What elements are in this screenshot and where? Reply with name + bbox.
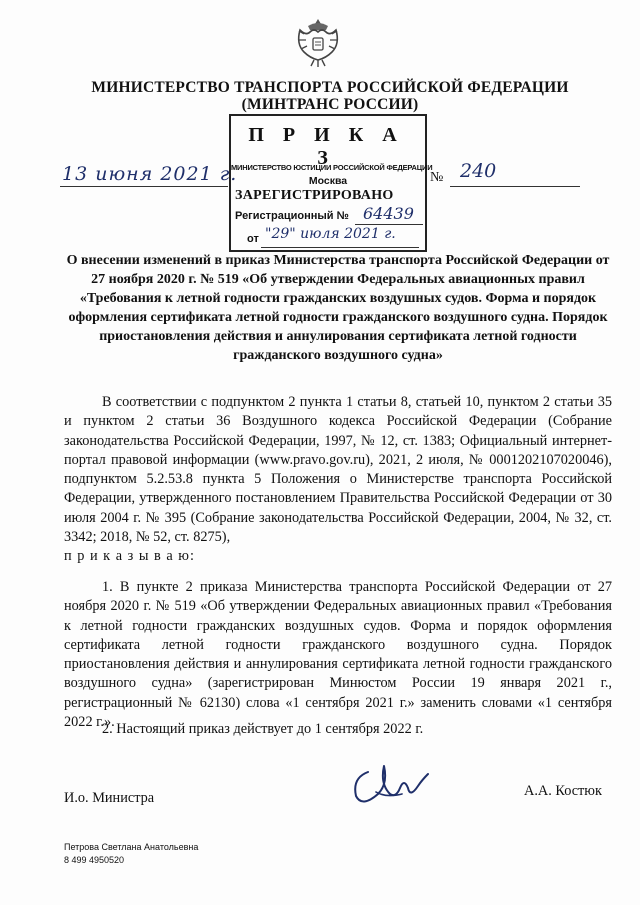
stamp-date-underline [261,247,419,248]
handwritten-signature-icon [346,758,436,814]
order-number-label: № [430,170,444,185]
stamp-date-label: от [247,233,259,245]
number-underline [450,186,580,187]
registration-stamp [229,114,433,252]
stamp-city: Москва [308,175,348,187]
stamp-reg-underline [355,224,423,225]
date-underline [60,186,228,187]
preamble-paragraph [64,393,612,567]
stamp-date: "29" июля 2021 г. [265,226,396,242]
stamp-registered: ЗАРЕГИСТРИРОВАНО [235,188,394,203]
order-subject: О внесении изменений в приказ Министерства транспорта Российской Федерации от 27 ноября 2020 г. № 519 «Об утверждении Федеральных авиационных правил «Требования к летной годности гражданских воздушных судов. Форма и порядок оформления сертификата летной годности гражданского воздушного судна. Порядок приостановления действия и аннулирования сертификата летной годности гражданского воздушного судна» [66,253,610,363]
executor-name: Петрова Светлана Анатольевна [64,842,199,852]
order-word: п р и к а з ы в а ю: [64,548,195,565]
ministry-short-name: (МИНТРАНС РОССИИ) [241,96,419,113]
executor-phone: 8 499 4950520 [64,855,125,865]
signatory-name: А.А. Костюк [524,783,602,799]
stamp-org: МИНИСТЕРСТВО ЮСТИЦИИ РОССИЙСКОЙ ФЕДЕРАЦИИ [231,163,433,172]
signatory-role: И.о. Министра [64,790,155,806]
executor-info [64,841,198,867]
coat-of-arms-icon [294,16,342,70]
stamp-reg-number-label: Регистрационный № [235,210,349,222]
ministry-name: МИНИСТЕРСТВО ТРАНСПОРТА РОССИЙСКОЙ ФЕДЕРАЦИИ [91,79,569,96]
item-2-paragraph: 2. Настоящий приказ действует до 1 сентября 2022 г. [102,721,424,737]
order-number: 240 [460,160,497,182]
item-1-paragraph: 1. В пункте 2 приказа Министерства транспорта Российской Федерации от 27 ноября 2020 г. № 519 «Об утверждении Федеральных авиационных правил «Требования к летной годности гражданских воздушных судов. Форма и порядок оформления сертификата летной годности гражданского воздушного судна. Порядок приостановления действия и аннулирования сертификата летной годности гражданского воздушного судна» (зарегистрирован Минюстом России 19 января 2021 г., регистрационный № 62130) слова «1 сентября 2021 г.» заменить словами «1 сентября 2022 г.». [64,579,612,731]
document-type-title: П Р И К А З [248,124,404,169]
stamp-reg-number: 64439 [363,204,414,223]
preamble-text: В соответствии с подпунктом 2 пункта 1 статьи 8, статьей 10, пунктом 2 статьи 35 и пунктом 2 статьи 36 Воздушного кодекса Российской Федерации (Собрание законодательства Российской Федерации, 1997, № 12, ст. 1383; Официальный интернет-портал правовой информации (www.pravo.gov.ru), 2021, 2 июля, № 0001202107020046), подпунктом 5.2.53.8 пункта 5 Положения о Министерстве транспорта Российской Федерации, утвержденного постановлением Правительства Российской Федерации от 30 июля 2004 г. № 395 (Собрание законодательства Российской Федерации, 2004, № 32, ст. 3342; 2018, № 52, ст. 8275), [64,394,612,546]
order-date: 13 июня 2021 г. [62,163,238,185]
